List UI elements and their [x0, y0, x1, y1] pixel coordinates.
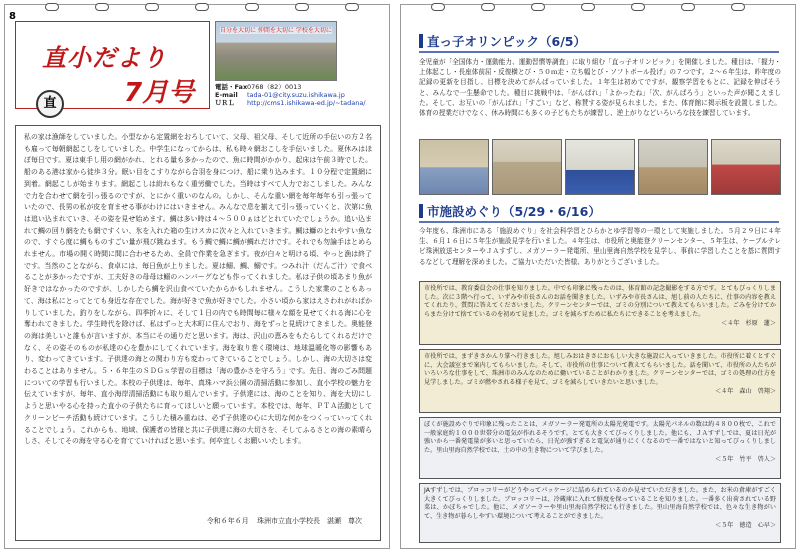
- binding-ring: [345, 3, 359, 11]
- event-photo: [638, 139, 708, 195]
- website-link[interactable]: http://cms1.ishikawa-ed.jp/~tadana/: [247, 99, 366, 107]
- facility-tour-body: 今年度も、珠洲市にある「施設めぐり」を社会科学習とひらかとゆ学習等の一環として実施しました。５月２９日に４年生、６月１６日に５年生が施設見学を行いました。４年生は、市役所と奥能登クリーンセンター、５年生は、ケーブルテレビ珠洲放送センターやＪＡすずし、メガソーラー発電所、里山里海自然学校を見学し、事前に学習したことを基に質問するなどして理解を深めました。ご協力いただいた皆様、ありがとうございました。: [419, 227, 781, 266]
- binding-ring: [631, 3, 645, 11]
- impression-author: ＜５年 竹平 啓人＞: [715, 455, 776, 463]
- section-title-text: 市施設めぐり（5/29・6/16）: [427, 204, 601, 219]
- event-photo: [711, 139, 781, 195]
- binding-ring: [95, 3, 109, 11]
- signature: [207, 516, 362, 526]
- binding-ring: [195, 3, 209, 11]
- phone-label: 電話・Fax: [215, 83, 248, 91]
- event-photo: [565, 139, 635, 195]
- impression-text: 市役所では、教育委員会の仕事を知りました。中でも印象に残ったのは、体育館の記念撮影をする方です。とてもびっくりしました。次に３階へ行って、いずみや市長さんのお話を聞きました。いずみや市長さんは、旭し前の人たちに、仕事の内容を教えてくれたり、質問に答えてくださいました。クリーンセンターでは、ゴミの分別について教えてもらいました。ごみを分けてからまた分けて捨てているのを初めて見ました。ゴミを減らすために私たちにできることを考えました。: [424, 285, 776, 319]
- impression-text: 市役所では、まずきさかんり掌へ行きました。旭しみおはきさにおもしい大きな施設に入っていきました。市役所に着くとすぐに、大会議室まで案内してもらいました。そして、市役所の仕事について教えてもらいました。話を聞いて、市役所の人たちがいろいろな仕事をして、珠洲市のみんなのために働いていることがわかりました。クリーンセンターでは、ゴミの処理の仕方を見学しました。ゴミが燃やされる様子を見て、ゴミを減らしていきたいと思いました。: [424, 353, 776, 387]
- event-photo: [419, 139, 489, 195]
- page-number: 8: [9, 11, 16, 22]
- binding-ring: [481, 3, 495, 11]
- principal-letter: [15, 125, 381, 541]
- impression-text: ぼくが施設めぐりで印象に残ったことは、メガソーラー発電所の太陽光発電です。太陽光パネルの数は約４８００枚で、これで一般家庭約１０００世帯分の電気が作れるそうです。とても大きくてびっくりしました。他にも、ＪＡすずしでは、夏は日光が強いから一番発電量が多いと思っていたら、日光が強すぎると電気が通りにくくなるので一番ではないと知ってびっくりしました。里山里海自然学校では、土の中の生き物について学びました。: [424, 421, 776, 455]
- newsletter-issue: 7月号: [124, 78, 195, 108]
- olympics-photos: [419, 139, 781, 195]
- binding-ring: [681, 3, 695, 11]
- letter-body: 私の家は漁師をしていました。小型なから定置網をおろしていて、父母、祖父母、そして近所の手伝いの方２名も雇って毎朝網起こしをしていました。中学生になってからは、私も時々網おこしを手伝いました。夏休みはほぼ毎日です。夏は東手し用の網がかれ、とれる量も多かったので、魚に時間がかかり、起床は午前３時でした。船のある港は家から徒歩３分。眠い目をこすりながら合羽を身につけ、船に乗り込みます。１０分程で定置網に到着。網起こしが始まります。網起こしは紛れもなく重労働でした。当時はすべて人力でおこしました。みんなで力を合わせて網を引っ張るのですが、とにかく重いのなんの。しかし、そんな重い網を毎年毎年も引っ張っていたので、長男の私が皮を育ませる事がわけにはいきません。みんなで息を揃えて引っ張っていくと、次第に魚は追い込まれていき、その姿を見せ始めます。鯛は多い時は４～５００ぁはどとれていたでしょうか。追い込まれて鯛の回り網をたも網ですくい、氷を入れた箱の生けスカに次々と入れていきます。鯛は鰤のとれやすい魚なので、すぐら度に鯛もものすごい量が飛び跳ねます。もう鯛で鯛に鯛が鯛れだけです。それでも勿論手はとめられません。市場の開く時間に間に合わせるため、全員で作業を急ぎます。夜が白々と明ける頃、やっと漁は終了です。当然のことながら、食卓には、毎日魚が上りました。夏は鰯、鯛、鰯です。つみれ汁（だんご汁）で食べることが多かったですが、工夫好きの母母は鰯のハンバーグなども作ってくれました。私は子供の頃あまり魚が好きではなかったのですが、しかしたら鯛を沢山食べていたからかもしれません。こうした家業のこともあって、海は私にとってとても身近な存在でした。海が好きで魚が好きでした。小さい頃から家はえさわれがればかりしていました。釣りをしながら、四季折々に、そして１日の内でも時間毎に様々な顔を見せてくれる海に心を奪われてきました。学生時代を除けば、私はずっと大木町に住んでおり、海をずっと見続けてきました。奥能登の海は美しいと誰もが言いますが、本当にその通りだと思います。海は、沢山の恵みをもたらしてくれるだけでなく、その姿そのものが私達の心を豊かにしてくれています。海を取り巻く環境は、地球温暖化等の影響もあり、変わってきています。子供達の海との関わり方も変わってきていることでしょう。しかし、海の大切さは変わることはありません。５・６年生のＳＤＧｓ学習の目標は「海の豊かさを守ろう」です。先日、海のごみ問題についての学習も行いました。本校の子供達は、毎年、真珠ハマ浜公園の清掃活動に参加し、直小学校の魅力を伝えていますが、毎年、直小海岸清掃活動にも取り組んでいます。子供達には、海のことを知り、海を大切にしようと思いやる心を持った直小の子供たちに育ってほしいと願っています。本校では、毎年、ＰＴＡ活動としてクリーンビーチ活動も続けています。こうした積み重ねは、必ず子供達の心に大切な何かをつくっていってくれることでしょう。これからも、地域、保護者の皆様と共に子供達に海の大切さを、そしてふるさとの海の素晴らしさ、そしてその海を守る心を育てていければと思います。何卒宜しくお願いいたします。: [24, 133, 372, 446]
- binding-ring: [581, 3, 595, 11]
- phone-value: 0768（82）0013: [247, 83, 302, 91]
- section-title-text: 直っ子オリンピック（6/5）: [427, 34, 586, 49]
- left-page: [4, 4, 390, 549]
- student-impression: [419, 349, 781, 413]
- signature-date: 令和６年６月: [206, 517, 249, 525]
- binding-ring: [731, 3, 745, 11]
- event-photo: [492, 139, 562, 195]
- binding-ring: [295, 3, 309, 11]
- binding-ring: [431, 3, 445, 11]
- olympics-body: 全児童が「全国体力・運動能力、運動習慣等調査」に取り組む「直っ子オリンピック」を開催しました。種目は、「握力・上体起こし・長座体前屈・反復横とび・５０ｍ走・立ち幅とび・ソフトボール投げ」の７つです。２～６年生は、昨年度の記録の更新を目指し、目標を決めてがんばっていました。１年生は初めてですが、観察学習をもとに、記録を伸ばそうと、みんなで一生懸命でした。種目に挑戦中は、「がんばれ」「よかったね」「次、がんばろう」といった声が聞こえました。そして、お互いの「がんばれ」「すごい」など、称賛する姿が見られました。また、体育館に掲示板を設置しました。体育の授業だけでなく、休み時間にも多くの子どもたちが練習し、逆上がりなどいろいろな技を練習しています。: [419, 58, 781, 118]
- binding-ring: [45, 3, 59, 11]
- binding-ring: [145, 3, 159, 11]
- email-label: E-mail: [215, 91, 238, 99]
- school-photo: [215, 21, 337, 81]
- impression-author: ＜４年 森山 啓翔＞: [715, 387, 776, 395]
- section-marker-icon: [419, 34, 423, 48]
- student-impression: [419, 417, 781, 479]
- url-label: ＵＲＬ: [215, 99, 235, 107]
- section-marker-icon: [419, 204, 423, 218]
- right-page: [400, 4, 796, 549]
- newsletter-title-box: [15, 21, 210, 109]
- email-link[interactable]: tada-01@city.suzu.ishikawa.jp: [247, 91, 345, 99]
- school-crest-icon: 直: [36, 90, 64, 118]
- signature-name: 珠洲市立直小学校長 湛瀬 尊次: [257, 517, 362, 525]
- binding-ring: [531, 3, 545, 11]
- impression-author: ＜５年 徳造 心早＞: [715, 521, 776, 529]
- contact-info: [215, 83, 385, 107]
- student-impression: [419, 281, 781, 345]
- school-motto: 自分を大切に 仲間を大切に 学校を大切に: [220, 27, 332, 34]
- section-title-olympics: [419, 33, 779, 53]
- newsletter-title: 直小だより: [42, 44, 167, 72]
- student-impression: [419, 483, 781, 543]
- binding-ring: [245, 3, 259, 11]
- section-title-facility-tour: [419, 203, 779, 223]
- impression-author: ＜４年 杉原 蓮＞: [721, 319, 776, 327]
- impression-text: JAすずしでは、ブロッコリーがどうやってパッケージに詰められているのか見せていただきました。また、お米の倉庫がすごく大きくてびっくりしました。ブロッコリーは、冷蔵庫に入れて鮮度を保っていることを知りました。一番多く出荷されている野菜は、かぼちゃでした。他に、メガソーラーや里山里海自然学校にも行きました。里山里海自然学校では、色々な生き物がいて、生き物が暮らしやすい環境について考えることができました。: [424, 487, 776, 521]
